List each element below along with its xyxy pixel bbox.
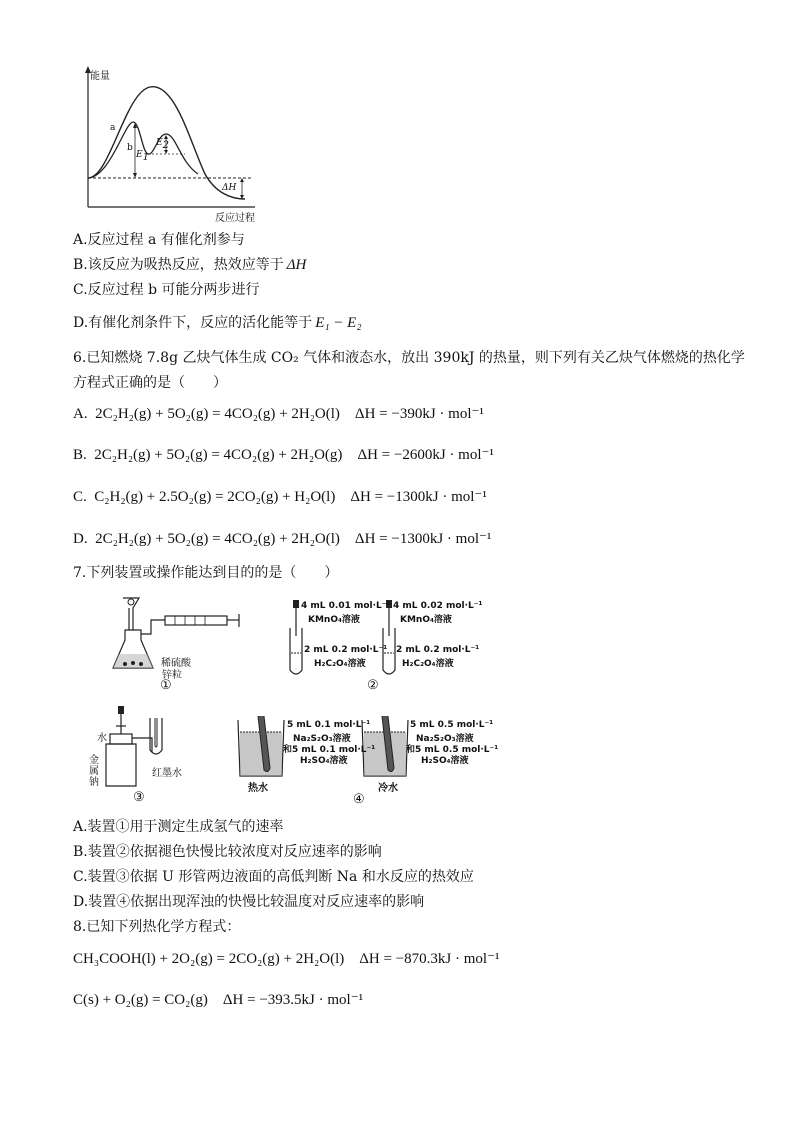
app4-left-2: Na₂S₂O₃溶液 xyxy=(293,734,351,744)
q6-stem-line2: 方程式正确的是（ ） xyxy=(73,375,227,391)
app2-number: ② xyxy=(367,678,379,693)
app4-number: ④ xyxy=(353,792,365,807)
q7-option-b: B.装置②依据褪色快慢比较浓度对反应速率的影响 xyxy=(73,844,382,860)
delta-h-label: ΔH xyxy=(222,183,237,193)
energy-diagram xyxy=(70,62,270,222)
app4-right-4: H₂SO₄溶液 xyxy=(421,756,469,766)
e2-label: $E_2$ xyxy=(156,138,169,151)
q5-option-c: C.反应过程 b 可能分两步进行 xyxy=(73,282,260,298)
q6-option-d: D. 2C₂H₂(g) + 5O₂(g) = 4CO₂(g) + 2H₂O(l) ΔH = −1300kJ · mol⁻¹ xyxy=(73,531,492,547)
app1-acid: 稀硫酸 xyxy=(161,658,191,669)
apparatus-3 xyxy=(96,704,196,796)
q5-option-d: D.有催化剂条件下，反应的活化能等于 E₁ − E₂ xyxy=(73,315,362,331)
app4-left-3: 和5 mL 0.1 mol·L⁻¹ xyxy=(283,745,376,755)
app3-na-3: 钠 xyxy=(89,777,99,788)
app3-na-2: 属 xyxy=(89,766,99,777)
q6-option-b: B. 2C₂H₂(g) + 5O₂(g) = 4CO₂(g) + 2H₂O(g) ΔH = −2600kJ · mol⁻¹ xyxy=(73,447,494,463)
q5-option-a: A.反应过程 a 有催化剂参与 xyxy=(73,232,245,248)
q6-stem-line1: 6.已知燃烧 7.8g 乙炔气体生成 CO₂ 气体和液态水，放出 390kJ 的热量，则下列有关乙炔气体燃烧的热化学 xyxy=(73,350,745,366)
app2-right-top1: 4 mL 0.02 mol·L⁻¹ xyxy=(393,601,483,611)
app4-right-3: 和5 mL 0.5 mol·L⁻¹ xyxy=(406,745,499,755)
q7-option-d: D.装置④依据出现浑浊的快慢比较温度对反应速率的影响 xyxy=(73,894,425,910)
q5-option-b: B.该反应为吸热反应，热效应等于 ΔH xyxy=(73,257,307,273)
q7-option-c: C.装置③依据 U 形管两边液面的高低判断 Na 和水反应的热效应 xyxy=(73,869,474,885)
app4-hot-water: 热水 xyxy=(248,783,268,794)
app3-water: 水 xyxy=(97,733,107,744)
q7-option-a: A.装置①用于测定生成氢气的速率 xyxy=(73,819,284,835)
app4-left-1: 5 mL 0.1 mol·L⁻¹ xyxy=(287,720,371,730)
q8-equation-1: CH₃COOH(l) + 2O₂(g) = 2CO₂(g) + 2H₂O(l) ΔH = −870.3kJ · mol⁻¹ xyxy=(73,951,500,967)
app1-number: ① xyxy=(160,678,172,693)
app1-zinc: 锌粒 xyxy=(162,670,182,681)
q6-option-a: A. 2C₂H₂(g) + 5O₂(g) = 4CO₂(g) + 2H₂O(l) ΔH = −390kJ · mol⁻¹ xyxy=(73,406,484,422)
q8-stem: 8.已知下列热化学方程式： xyxy=(73,919,241,935)
app4-right-2: Na₂S₂O₃溶液 xyxy=(416,734,474,744)
app2-left-top1: 4 mL 0.01 mol·L⁻¹ xyxy=(301,601,391,611)
app4-left-4: H₂SO₄溶液 xyxy=(300,756,348,766)
q8-equation-2: C(s) + O₂(g) = CO₂(g) ΔH = −393.5kJ · mol⁻¹ xyxy=(73,992,364,1008)
reaction-axis-label: 反应过程 xyxy=(215,213,255,224)
q7-stem: 7.下列装置或操作能达到目的的是（ ） xyxy=(73,565,339,581)
app2-left-bot1: 2 mL 0.2 mol·L⁻¹ xyxy=(304,645,388,655)
curve-a-label: a xyxy=(110,123,116,133)
q6-option-c: C. C₂H₂(g) + 2.5O₂(g) = 2CO₂(g) + H₂O(l) ΔH = −1300kJ · mol⁻¹ xyxy=(73,489,487,505)
app2-left-top2: KMnO₄溶液 xyxy=(308,615,360,625)
energy-axis-label: 能量 xyxy=(90,71,110,82)
app4-right-1: 5 mL 0.5 mol·L⁻¹ xyxy=(410,720,494,730)
app2-right-bot2: H₂C₂O₄溶液 xyxy=(402,659,454,669)
app2-right-bot1: 2 mL 0.2 mol·L⁻¹ xyxy=(396,645,480,655)
curve-b-label: b xyxy=(127,143,133,153)
e1-label: $E_1$ xyxy=(136,150,149,163)
app4-cold-water: 冷水 xyxy=(378,783,398,794)
app2-right-top2: KMnO₄溶液 xyxy=(400,615,452,625)
app3-na-1: 金 xyxy=(89,755,99,766)
app3-red-ink: 红墨水 xyxy=(152,768,182,779)
app3-number: ③ xyxy=(133,790,145,805)
app2-left-bot2: H₂C₂O₄溶液 xyxy=(314,659,366,669)
